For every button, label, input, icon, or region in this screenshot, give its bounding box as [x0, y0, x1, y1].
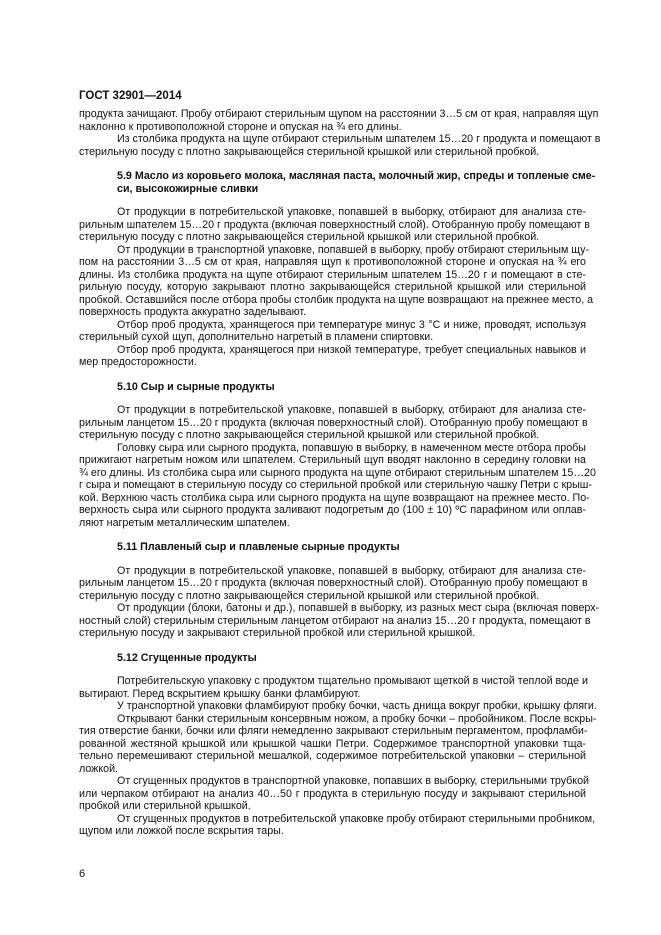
text-line: стерильную посуду с плотно закрывающейся стерильной крышкой или стерильной пробкой. [79, 589, 540, 602]
text-line: 5.11 Плавленый сыр и плавленые сырные продукты [117, 541, 400, 553]
text-line: г сыра и помещают в стерильную посуду со стерильной пробкой или стерильную чашку Петри с крыш- [79, 479, 592, 491]
text-line: Открывают банки стерильным консервным ножом, а пробку бочки – пробойником. После вскры- [117, 712, 597, 725]
text-line: От продукции в потребительской упаковке, попавшей в выборку, отбирают для анализа сте- [117, 564, 586, 577]
text-line: наклонно к противоположной стороне и опуская на ¾ его длины. [79, 120, 402, 133]
text-line: кой. Верхнюю часть столбика сыра или сырного продукта на щупе возвращают на прежнее место. По- [79, 491, 590, 504]
text-line: рильным ланцетом 15…20 г продукта (включая поверхностный слой). Отобранную пробу помещают в [79, 416, 588, 429]
text-line: Отбор проб продукта, хранящегося при температуре минус 3 °С и ниже, проводят, используя [117, 318, 586, 331]
text-line: ¾ его длины. Из столбика сыра или сырного продукта на щупе отбирают стерильным шпателем 15…20 [79, 466, 596, 479]
text-line: стерильную посуду с плотно закрывающейся стерильной крышкой или стерильной пробкой. [79, 231, 540, 243]
text-line: ностный слой) стерильным стерильным ланцетом отбирают на анализ 15…20 г продукта, помещают в [79, 614, 591, 627]
text-line: прижигают нагретым ножом или шпателем. Стерильный щуп вводят наклонно в середину головки на [79, 454, 586, 466]
text-line: 5.10 Сыр и сырные продукты [117, 380, 275, 393]
text-line: От продукции в потребительской упаковке, попавшей в выборку, отбирают для анализа сте- [117, 404, 586, 416]
paragraph [79, 565, 586, 603]
section-heading [79, 170, 596, 195]
text-line: продукта зачищают. Пробу отбирают стерильным щупом на расстоянии 3…5 см от края, направляя щуп [79, 108, 599, 120]
paragraph [79, 700, 597, 713]
text-line: тельно перемешивают стерильной мешалкой, содержимое потребительской упаковки – стерильной [79, 750, 586, 762]
section-heading [79, 381, 586, 394]
paragraph [79, 344, 586, 369]
paragraph [79, 243, 594, 319]
text-line: Из столбика продукта на щупе отбирают стерильным шпателем 15…20 г продукта и помещают в [117, 133, 601, 145]
text-line: пробкой. Оставшийся после отбора пробы столбик продукта на щупе возвращают на прежнее место, а [79, 293, 594, 306]
text-line: От сгущенных продуктов в потребительской упаковке пробу отбирают стерильными пробником, [117, 812, 596, 825]
text-line: стерильную посуду с плотно закрывающейся стерильной крышкой или стерильной пробкой. [79, 429, 540, 441]
text-line: рильным шпателем 15…20 г продукта (включая поверхностный слой). Отобранную пробу помещают в [79, 218, 590, 231]
document-header: ГОСТ 32901—2014 [79, 90, 182, 102]
text-line: От продукции в потребительской упаковке, попавшей в выборку, отбирают для анализа сте- [117, 206, 586, 218]
text-line: От сгущенных продуктов в транспортной упаковке, попавших в выборку, стерильными трубкой [117, 775, 590, 787]
text-line: пробкой или стерильной крышкой. [79, 800, 251, 812]
text-line: Головку сыра или сырного продукта, попавшую в выборку, в намеченном месте отбора пробы [117, 441, 586, 454]
text-line: рованной жестяной крышкой или крышкой чашки Петри. Содержимое транспортной упаковки тща- [79, 737, 586, 750]
text-line: щупом или ложкой после вскрытия тары. [79, 825, 284, 837]
text-line: си, высокожирные сливки [117, 182, 259, 195]
text-line: стерильную посуду и закрывают стерильной пробкой или стерильной крышкой. [79, 627, 476, 639]
text-line: или черпаком отбирают на анализ 40…50 г продукта в стерильную посуду и закрывают стерильной [79, 787, 586, 800]
text-line: 5.12 Сгущенные продукты [117, 651, 257, 664]
document-body [79, 108, 601, 838]
paragraph [79, 404, 586, 442]
text-line: длины. Из столбика продукта на щупе отбирают стерильным шпателем 15…20 г и помещают в сте- [79, 268, 586, 281]
text-line: ложкой. [79, 762, 119, 775]
paragraph [79, 133, 601, 158]
text-line: 5.9 Масло из коровьего молока, масляная паста, молочный жир, спреды и топленые сме- [117, 170, 596, 182]
paragraph [79, 206, 590, 244]
paragraph [79, 441, 596, 530]
text-line: мер предосторожности. [79, 356, 197, 368]
text-line: рильным ланцетом 15…20 г продукта (включая поверхностный слой). Отобранную пробу помещают в [79, 577, 588, 589]
text-line: стерильный сухой щуп, дополнительно нагретый в пламени спиртовки. [79, 331, 434, 343]
text-line: рильную посуду, которую закрывают плотно закрывающейся стерильной крышкой или стерильной [79, 281, 586, 293]
text-line: верхность сыра или сырного продукта заливают подогретым до (100 ± 10) ºС парафином или оплав- [79, 504, 586, 516]
text-line: Потребительскую упаковку с продуктом тщательно промывают щеткой в чистой теплой воде и [117, 675, 588, 687]
text-line: вытирают. Перед вскрытием крышку банки фламбируют. [79, 687, 361, 700]
text-line: ляют нагретым металлическим шпателем. [79, 516, 290, 529]
text-line: пом на расстоянии 3…5 см от края, направляя щуп к противоположной стороне и опуская на ¾ его [79, 256, 586, 268]
text-line: У транспортной упаковки фламбируют пробку бочки, часть днища вокруг пробки, крышку фляги. [117, 700, 597, 712]
section-heading [79, 652, 586, 665]
paragraph [79, 712, 597, 776]
text-line: От продукции в транспортной упаковке, попавшей в выборку, пробу отбирают стерильным щу- [117, 243, 590, 256]
paragraph [79, 675, 586, 700]
text-line: поверхность продукта аккуратно заделывают. [79, 306, 307, 318]
paragraph [79, 812, 596, 838]
text-line: Отбор проб продукта, хранящегося при низкой температуре, требует специальных навыков и [117, 343, 586, 356]
paragraph [79, 108, 599, 133]
page-number: 6 [79, 868, 86, 880]
paragraph [79, 775, 590, 813]
paragraph [79, 602, 600, 640]
text-line: От продукции (блоки, батоны и др.), попавшей в выборку, из разных мест сыра (включая поверх- [117, 602, 600, 614]
text-line: тия отверстие банки, бочки или фляги немедленно закрывают стерильным пергаментом, профламби- [79, 725, 588, 737]
paragraph [79, 319, 586, 344]
section-heading [79, 541, 586, 554]
text-line: стерильную посуду с плотно закрывающейся стерильной крышкой или стерильной пробкой. [79, 145, 540, 158]
